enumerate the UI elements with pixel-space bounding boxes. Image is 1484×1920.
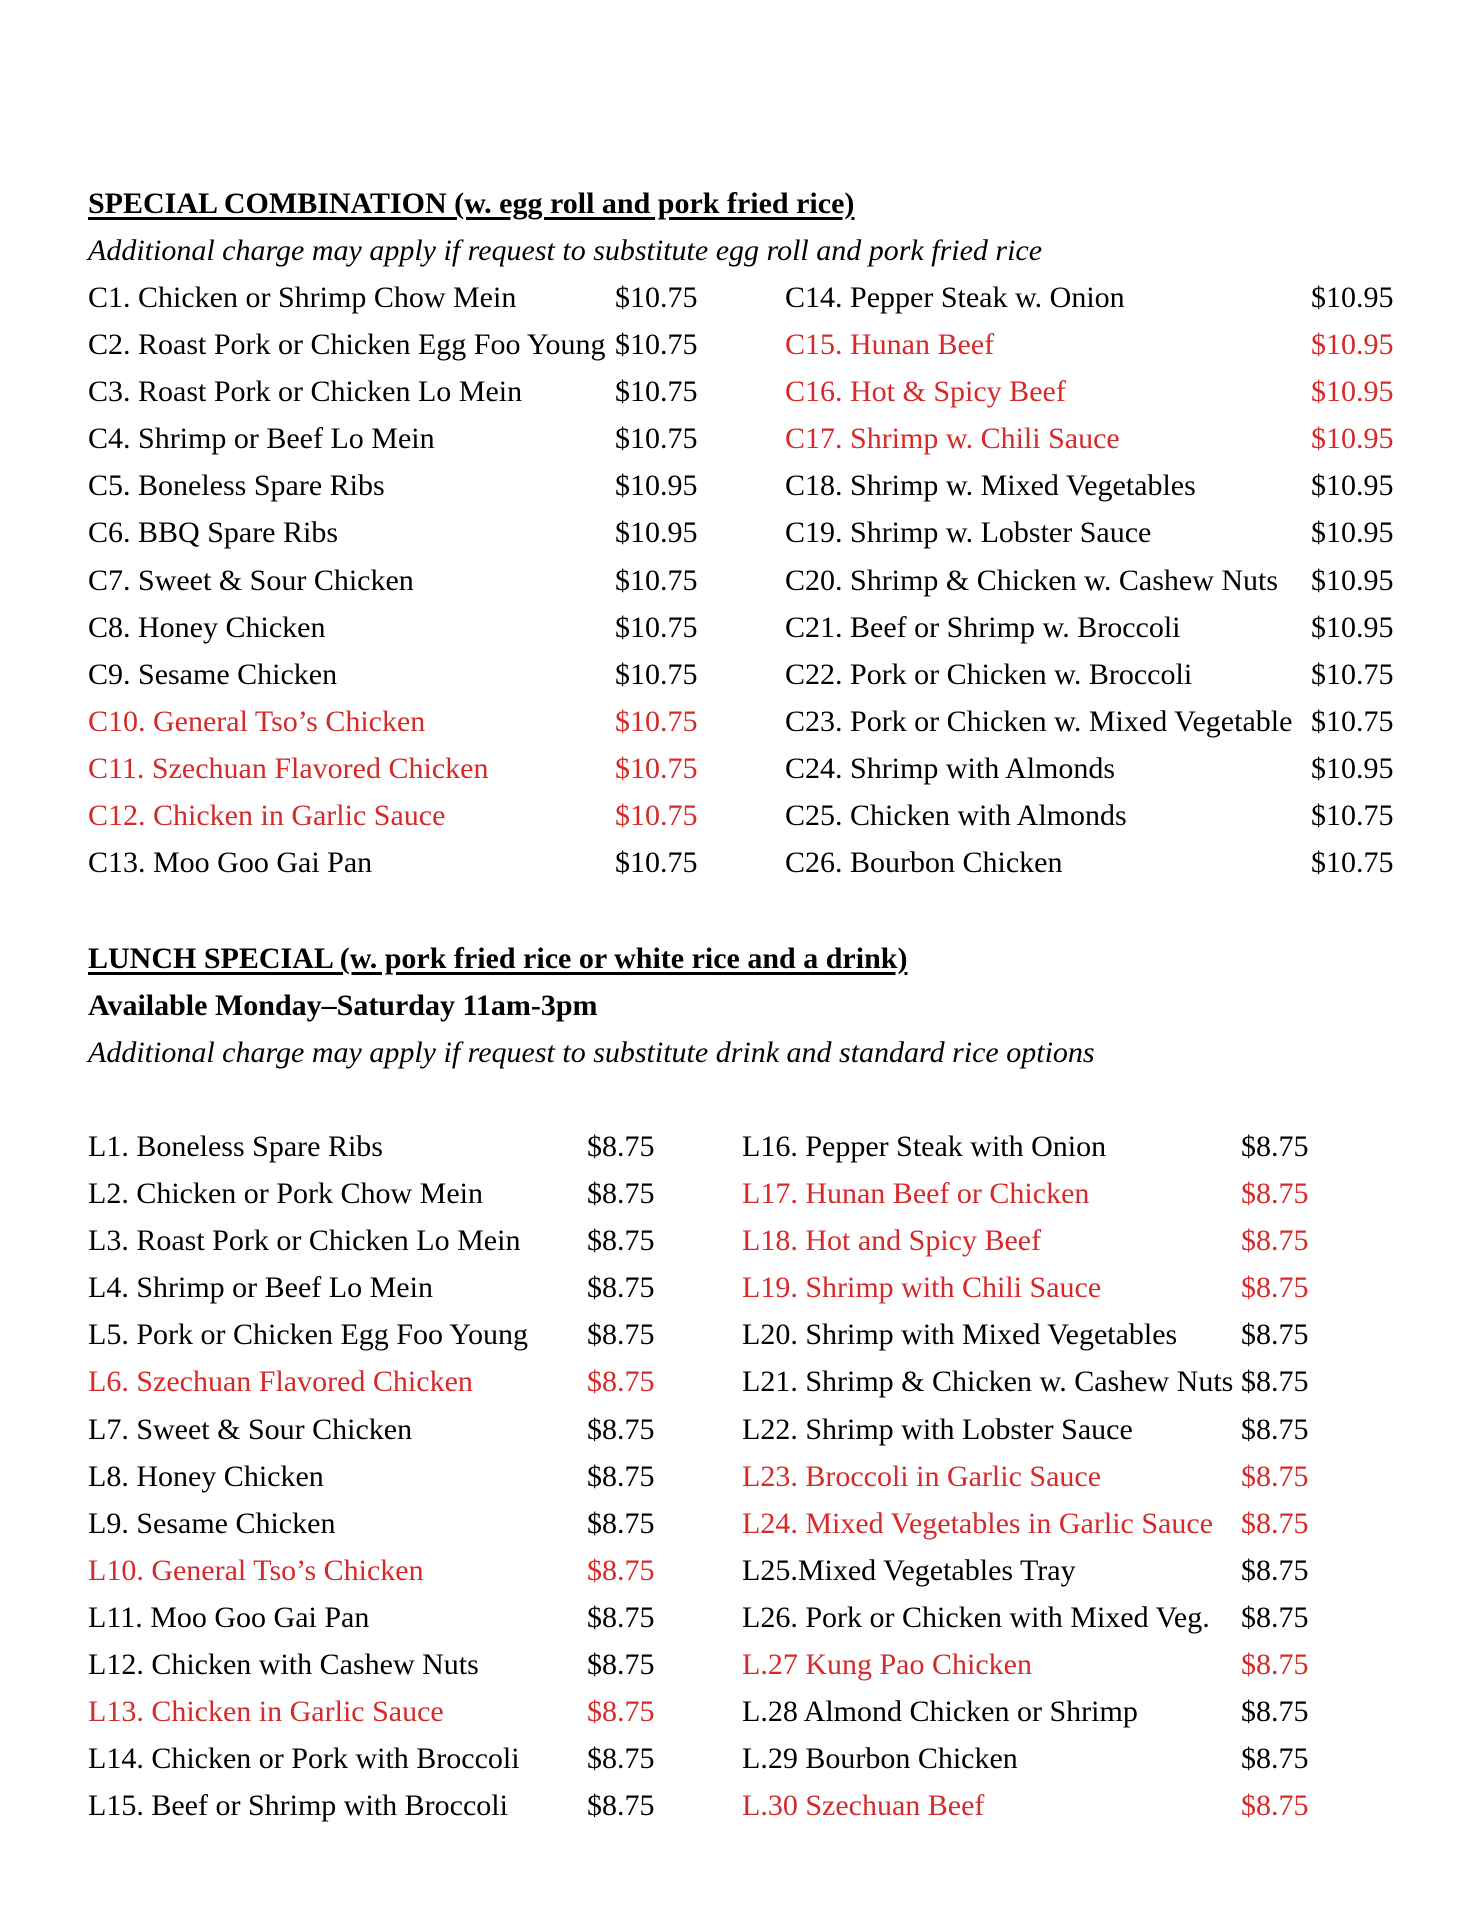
menu-item-price: $8.75 [1241,1177,1309,1211]
menu-item-price: $10.75 [615,799,698,833]
menu-item-price: $10.95 [615,469,698,503]
menu-item-name: C25. Chicken with Almonds [785,799,1127,833]
menu-item-price: $10.75 [1311,799,1394,833]
menu-item-price: $8.75 [1241,1506,1309,1540]
menu-item-price: $10.75 [615,422,698,456]
menu-item [88,839,708,886]
menu-item-name: L3. Roast Pork or Chicken Lo Mein [88,1224,521,1258]
menu-item-name: L11. Moo Goo Gai Pan [88,1600,370,1634]
menu-item-name: L8. Honey Chicken [88,1459,324,1493]
menu-item-price: $8.75 [587,1648,655,1682]
menu-item [785,462,1395,509]
lunch-left-column [88,1123,688,1829]
menu-item-name: C1. Chicken or Shrimp Chow Mein [88,281,517,314]
combination-right-column [785,274,1395,886]
menu-item-name: C2. Roast Pork or Chicken Egg Foo Young [88,328,606,362]
menu-item-name: C12. Chicken in Garlic Sauce [88,799,446,833]
menu-item-name: L2. Chicken or Pork Chow Mein [88,1177,483,1211]
menu-item-price: $10.75 [615,281,698,314]
menu-item-price: $10.75 [1311,657,1394,691]
menu-item [88,1264,688,1311]
menu-item-name: L.29 Bourbon Chicken [742,1742,1018,1776]
menu-item-name: C26. Bourbon Chicken [785,846,1063,880]
menu-item [88,745,708,792]
menu-item [742,1406,1312,1453]
menu-item-price: $10.75 [615,704,698,738]
menu-item-price: $10.75 [615,846,698,880]
menu-item-name: L4. Shrimp or Beef Lo Mein [88,1271,433,1305]
menu-item [785,321,1395,368]
menu-item-name: C24. Shrimp with Almonds [785,751,1116,785]
menu-item-name: C8. Honey Chicken [88,610,326,644]
menu-item-price: $8.75 [1241,1695,1309,1729]
menu-item-name: L12. Chicken with Cashew Nuts [88,1648,479,1682]
menu-item [88,604,708,651]
menu-item-price: $10.75 [615,657,698,691]
menu-item [88,1782,688,1829]
menu-item [742,1123,1312,1170]
menu-item [88,509,708,556]
menu-item [88,557,708,604]
menu-item-name: C10. General Tso’s Chicken [88,704,426,738]
menu-item [88,1170,688,1217]
menu-item-name: C23. Pork or Chicken w. Mixed Vegetable [785,704,1293,738]
menu-item [785,604,1395,651]
menu-item-name: C15. Hunan Beef [785,328,995,362]
menu-item-name: C7. Sweet & Sour Chicken [88,563,414,597]
menu-item-price: $10.95 [1311,751,1394,785]
menu-item [785,698,1395,745]
menu-item [88,462,708,509]
menu-item-name: L19. Shrimp with Chili Sauce [742,1271,1102,1305]
menu-item-price: $8.75 [1241,1789,1309,1823]
menu-item [742,1453,1312,1500]
menu-item-name: C11. Szechuan Flavored Chicken [88,751,489,785]
menu-item [88,1594,688,1641]
menu-item-price: $8.75 [1241,1412,1309,1446]
menu-item [742,1782,1312,1829]
menu-item-price: $8.75 [1241,1271,1309,1305]
menu-item-name: L17. Hunan Beef or Chicken [742,1177,1090,1211]
menu-item-name: L24. Mixed Vegetables in Garlic Sauce [742,1506,1213,1540]
menu-item-name: L21. Shrimp & Chicken w. Cashew Nuts [742,1365,1234,1399]
menu-item-price: $8.75 [587,1318,655,1352]
menu-item-name: L1. Boneless Spare Ribs [88,1130,383,1163]
menu-item-price: $8.75 [587,1742,655,1776]
menu-item-price: $8.75 [1241,1318,1309,1352]
menu-item [742,1688,1312,1735]
menu-item [742,1264,1312,1311]
menu-item-price: $10.95 [1311,563,1394,597]
menu-item [88,1123,688,1170]
menu-item [88,415,708,462]
menu-item-name: L22. Shrimp with Lobster Sauce [742,1412,1133,1446]
menu-item-price: $8.75 [1241,1459,1309,1493]
menu-item-name: C16. Hot & Spicy Beef [785,375,1066,409]
menu-item-name: C3. Roast Pork or Chicken Lo Mein [88,375,523,409]
menu-item-name: C18. Shrimp w. Mixed Vegetables [785,469,1196,503]
menu-item-name: L15. Beef or Shrimp with Broccoli [88,1789,508,1823]
menu-item-price: $8.75 [587,1177,655,1211]
menu-item-name: C13. Moo Goo Gai Pan [88,846,373,880]
menu-item-price: $10.95 [1311,610,1394,644]
menu-item-price: $10.95 [1311,375,1394,409]
menu-item [88,1311,688,1358]
menu-item-price: $10.75 [615,328,698,362]
menu-item [742,1547,1312,1594]
menu-item [742,1735,1312,1782]
menu-item [785,274,1395,321]
menu-item-name: L25.Mixed Vegetables Tray [742,1553,1076,1587]
menu-item-price: $10.95 [1311,469,1394,503]
menu-item [88,1547,688,1594]
menu-item [785,509,1395,556]
menu-item [88,368,708,415]
menu-item [742,1358,1312,1405]
menu-item-price: $10.75 [1311,704,1394,738]
menu-item-name: C20. Shrimp & Chicken w. Cashew Nuts [785,563,1279,597]
menu-item-name: L13. Chicken in Garlic Sauce [88,1695,444,1729]
combination-note: Additional charge may apply if request to substitute egg roll and pork fried rice [88,234,1043,267]
menu-item-price: $8.75 [587,1600,655,1634]
lunch-heading: LUNCH SPECIAL (w. pork fried rice or white rice and a drink) [88,942,908,975]
menu-item [88,1500,688,1547]
menu-item-price: $10.75 [615,610,698,644]
menu-item [785,557,1395,604]
menu-item [88,1453,688,1500]
lunch-note: Additional charge may apply if request to substitute drink and standard rice options [88,1036,1095,1069]
menu-item-price: $10.95 [1311,516,1394,550]
menu-item-name: L.30 Szechuan Beef [742,1789,985,1823]
menu-item [88,1406,688,1453]
menu-item-name: C19. Shrimp w. Lobster Sauce [785,516,1152,550]
menu-item-name: L10. General Tso’s Chicken [88,1553,424,1587]
menu-item [785,839,1395,886]
menu-item [742,1311,1312,1358]
menu-item [785,415,1395,462]
menu-item [88,321,708,368]
combination-left-column [88,274,708,886]
menu-item [742,1594,1312,1641]
menu-item [742,1500,1312,1547]
menu-item [88,274,708,321]
menu-item [88,698,708,745]
menu-item-price: $8.75 [587,1553,655,1587]
menu-item-name: C6. BBQ Spare Ribs [88,516,339,550]
menu-item-name: L23. Broccoli in Garlic Sauce [742,1459,1102,1493]
menu-item-name: L6. Szechuan Flavored Chicken [88,1365,473,1399]
menu-item-name: L7. Sweet & Sour Chicken [88,1412,413,1446]
menu-item-name: L5. Pork or Chicken Egg Foo Young [88,1318,529,1352]
menu-item-name: L14. Chicken or Pork with Broccoli [88,1742,520,1776]
menu-item-name: C14. Pepper Steak w. Onion [785,281,1125,314]
menu-item-price: $8.75 [1241,1742,1309,1776]
menu-item-name: C4. Shrimp or Beef Lo Mein [88,422,435,456]
menu-item-price: $8.75 [587,1365,655,1399]
menu-item-price: $8.75 [587,1130,655,1163]
menu-item [785,792,1395,839]
menu-item [88,1735,688,1782]
menu-item-name: C9. Sesame Chicken [88,657,338,691]
menu-item [88,1641,688,1688]
menu-item-price: $8.75 [1241,1130,1309,1163]
menu-item [742,1217,1312,1264]
menu-item-name: C5. Boneless Spare Ribs [88,469,385,503]
menu-item-price: $8.75 [1241,1553,1309,1587]
combination-heading: SPECIAL COMBINATION (w. egg roll and pork fried rice) [88,187,855,220]
menu-item-price: $10.95 [1311,328,1394,362]
menu-item [742,1170,1312,1217]
menu-item-price: $8.75 [1241,1224,1309,1258]
menu-item [785,651,1395,698]
menu-item-price: $10.95 [615,516,698,550]
menu-item [742,1641,1312,1688]
menu-item-name: L9. Sesame Chicken [88,1506,336,1540]
menu-item-price: $10.95 [1311,422,1394,456]
menu-item-name: L.27 Kung Pao Chicken [742,1648,1032,1682]
menu-item-price: $8.75 [587,1506,655,1540]
menu-item [88,1358,688,1405]
menu-item-name: L16. Pepper Steak with Onion [742,1130,1107,1163]
menu-item-price: $10.95 [1311,281,1394,314]
menu-item-price: $10.75 [615,751,698,785]
menu-item-price: $8.75 [587,1459,655,1493]
menu-item [88,1688,688,1735]
menu-item-price: $8.75 [1241,1365,1309,1399]
menu-item-name: L18. Hot and Spicy Beef [742,1224,1042,1258]
menu-item-price: $8.75 [587,1412,655,1446]
menu-item-name: C21. Beef or Shrimp w. Broccoli [785,610,1181,644]
menu-item-price: $8.75 [587,1224,655,1258]
menu-item [88,651,708,698]
menu-item-price: $10.75 [615,375,698,409]
menu-item [88,1217,688,1264]
menu-item-price: $8.75 [1241,1600,1309,1634]
lunch-right-column [742,1123,1312,1829]
menu-item-price: $8.75 [1241,1648,1309,1682]
menu-item [785,745,1395,792]
menu-item-price: $8.75 [587,1695,655,1729]
menu-item-name: L26. Pork or Chicken with Mixed Veg. [742,1600,1210,1634]
menu-item-name: L.28 Almond Chicken or Shrimp [742,1695,1138,1729]
menu-item-price: $8.75 [587,1789,655,1823]
menu-item-price: $8.75 [587,1271,655,1305]
menu-item-name: C22. Pork or Chicken w. Broccoli [785,657,1193,691]
menu-item-price: $10.75 [1311,846,1394,880]
lunch-availability: Available Monday–Saturday 11am-3pm [88,989,598,1022]
menu-item-name: C17. Shrimp w. Chili Sauce [785,422,1120,456]
menu-item [88,792,708,839]
menu-item-price: $10.75 [615,563,698,597]
menu-item-name: L20. Shrimp with Mixed Vegetables [742,1318,1178,1352]
menu-item [785,368,1395,415]
